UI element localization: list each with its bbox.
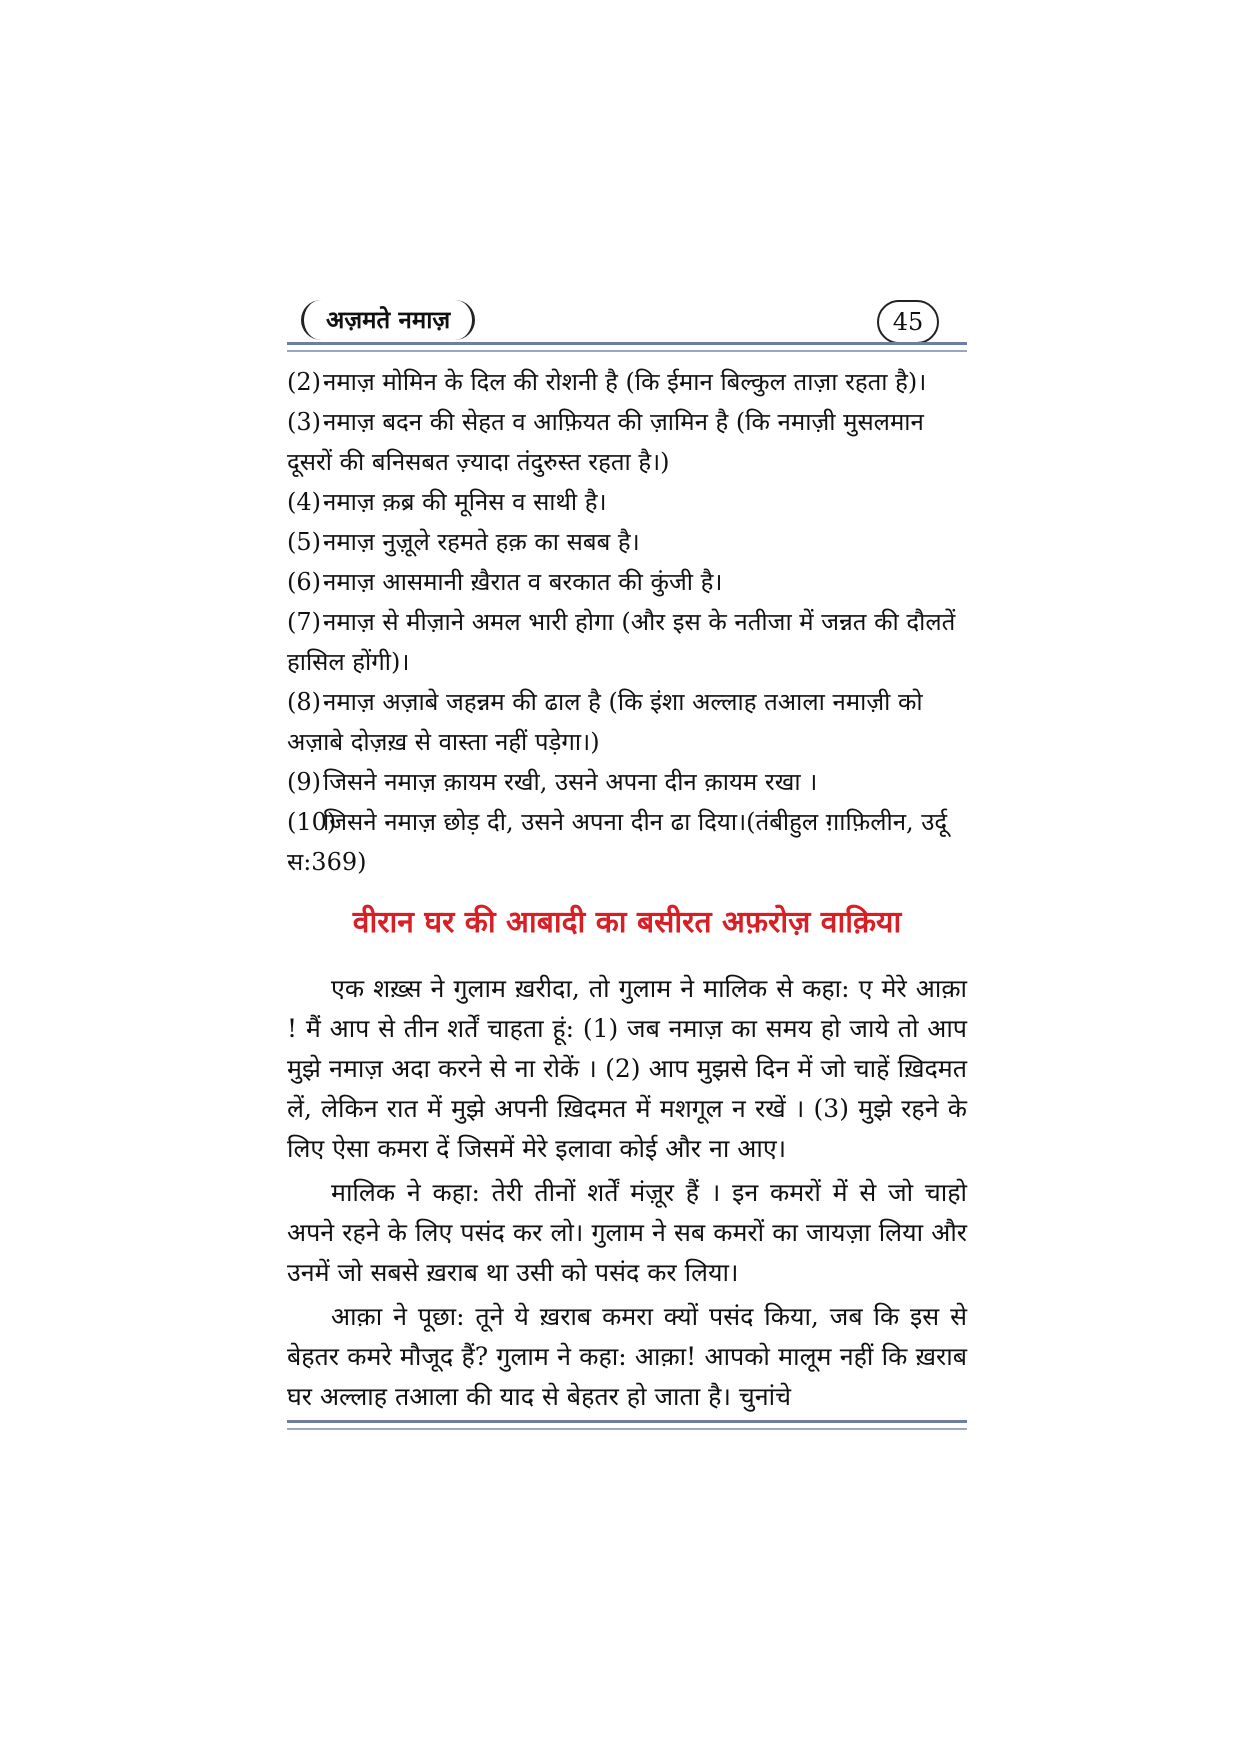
item-number: (9): [287, 768, 321, 796]
book-page: [287, 300, 967, 1421]
item-text: नमाज़ बदन की सेहत व आफ़ियत की ज़ामिन है (कि नमाज़ी मुसलमान दूसरों की बनिसबत ज़्यादा तंदुरुस्त रहता है।): [287, 408, 924, 476]
list-item: [287, 562, 967, 602]
list-item: [287, 522, 967, 562]
item-text: नमाज़ नुज़ूले रहमते हक़ का सबब है।: [323, 528, 640, 556]
list-item: [287, 602, 967, 682]
item-number: (2): [287, 368, 321, 396]
list-item: [287, 762, 967, 802]
section-heading: वीरान घर की आबादी का बसीरत अफ़रोज़ वाक़िया: [352, 905, 902, 940]
item-text: नमाज़ क़ब्र की मूनिस व साथी है।: [323, 488, 607, 516]
item-text: जिसने नमाज़ क़ायम रखी, उसने अपना दीन क़ायम रखा ।: [323, 768, 818, 796]
body-paragraph: एक शख़्स ने गुलाम ख़रीदा, तो गुलाम ने मालिक से कहा: ए मेरे आक़ा ! मैं आप से तीन शर्तें चाहता हूं: (1) जब नमाज़ का समय हो जाये तो आप मुझे नमाज़ अदा करने से ना रोकें । (2) आप मुझसे दिन में जो चाहें ख़िदमत लें, लेकिन रात में मुझे अपनी ख़िदमत में मशगूल न रखें । (3) मुझे रहने के लिए ऐसा कमरा दें जिसमें मेरे इलावा कोई और ना आए।: [287, 974, 967, 1163]
item-number: (5): [287, 528, 321, 556]
numbered-list: [287, 362, 967, 882]
footer-rule: [287, 1420, 967, 1430]
running-title: अज़मते नमाज़: [301, 300, 475, 340]
item-number: (7): [287, 608, 321, 636]
item-number: (8): [287, 688, 321, 716]
list-item: [287, 402, 967, 482]
item-text: नमाज़ से मीज़ाने अमल भारी होगा (और इस के नतीजा में जन्नत की दौलतें हासिल होंगी)।: [287, 608, 956, 676]
header-rule: [287, 342, 967, 352]
item-text: नमाज़ आसमानी ख़ैरात व बरकात की कुंजी है।: [323, 568, 723, 596]
body-paragraph: मालिक ने कहा: तेरी तीनों शर्तें मंज़ूर हैं । इन कमरों में से जो चाहो अपने रहने के लिए पसंद कर लो। गुलाम ने सब कमरों का जायज़ा लिया और उनमें जो सबसे ख़राब था उसी को पसंद कर लिया।: [287, 1178, 967, 1287]
item-number: (10): [287, 808, 337, 836]
page-number: 45: [877, 300, 939, 344]
item-text: जिसने नमाज़ छोड़ दी, उसने अपना दीन ढा दिया।(तंबीहुल ग़ाफ़िलीन, उर्दू स:369): [287, 808, 948, 876]
page-header: [287, 300, 967, 348]
list-item: [287, 802, 967, 882]
list-item: [287, 682, 967, 762]
item-number: (4): [287, 488, 321, 516]
list-item: [287, 482, 967, 522]
body-paragraph: आक़ा ने पूछा: तूने ये ख़राब कमरा क्यों पसंद किया, जब कि इस से बेहतर कमरे मौजूद हैं? गुलाम ने कहा: आक़ा! आपको मालूम नहीं कि ख़राब घर अल्लाह तआला की याद से बेहतर हो जाता है। चुनांचे: [287, 1302, 967, 1411]
item-number: (6): [287, 568, 321, 596]
item-text: नमाज़ मोमिन के दिल की रोशनी है (कि ईमान बिल्कुल ताज़ा रहता है)।: [323, 368, 927, 396]
list-item: [287, 362, 967, 402]
item-number: (3): [287, 408, 321, 436]
item-text: नमाज़ अज़ाबे जहन्नम की ढाल है (कि इंशा अल्लाह तआला नमाज़ी को अज़ाबे दोज़ख़ से वास्ता नहीं पड़ेगा।): [287, 688, 923, 756]
